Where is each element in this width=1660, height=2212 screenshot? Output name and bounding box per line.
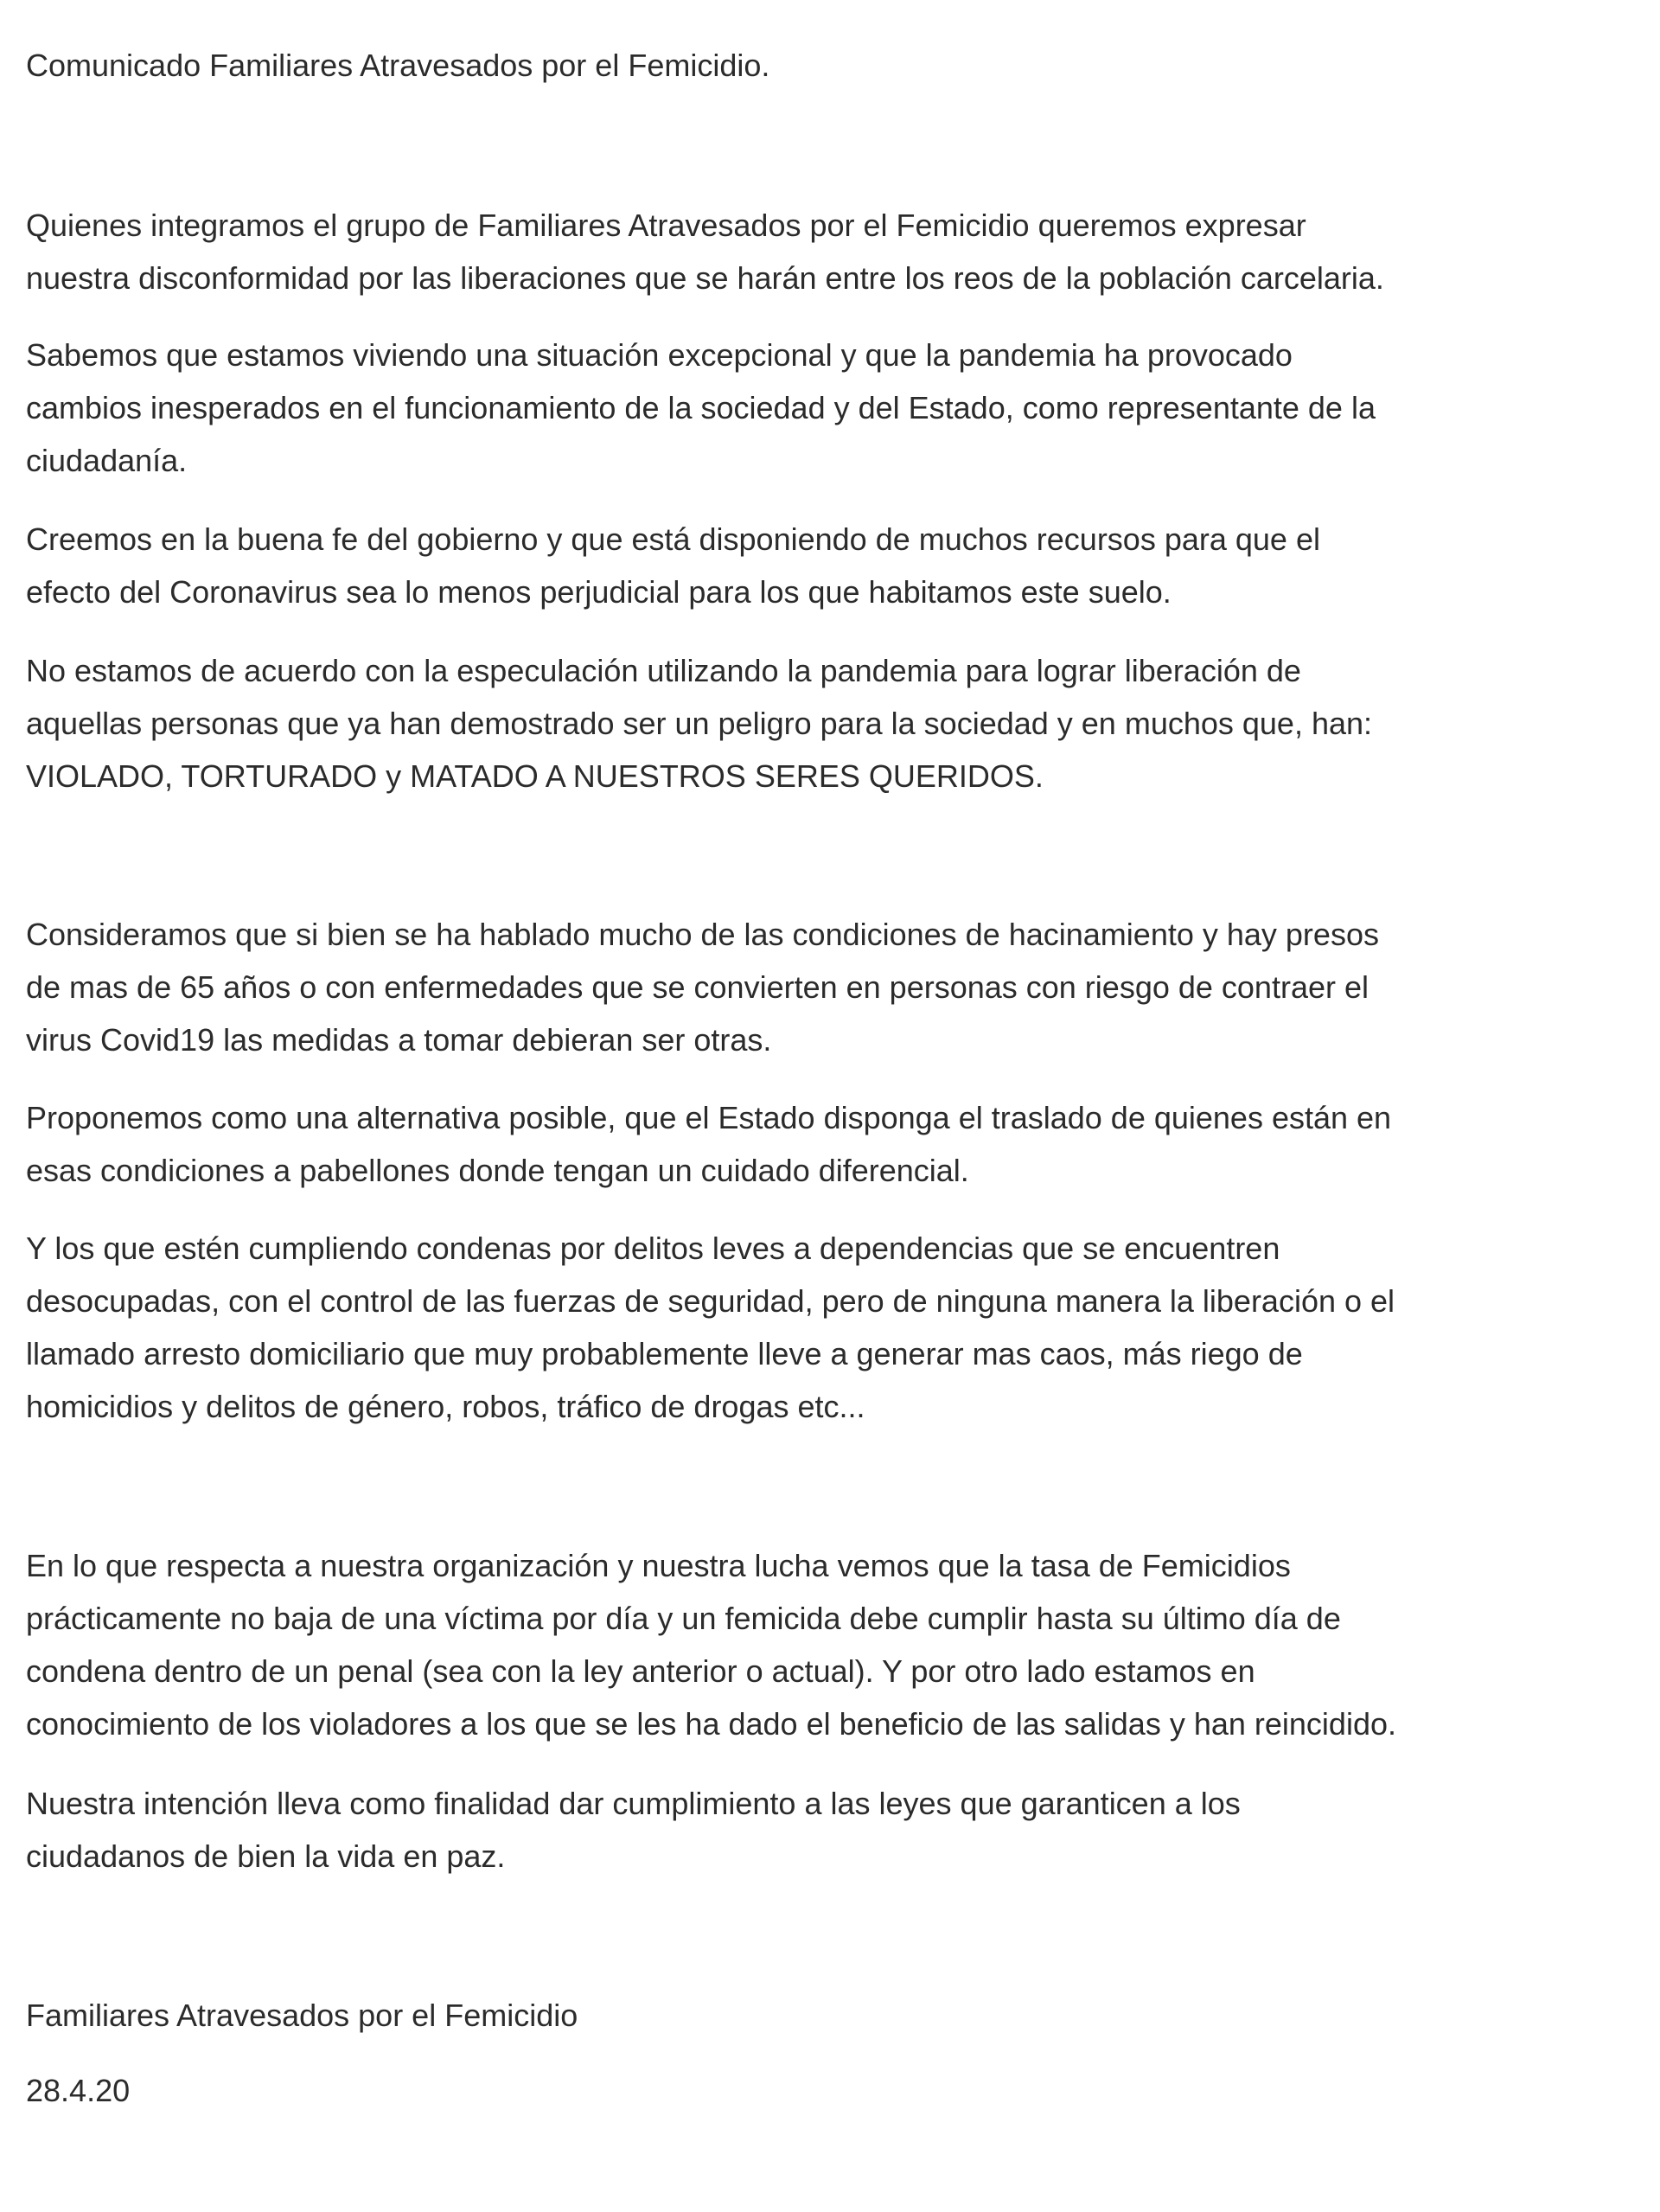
document-title: Comunicado Familiares Atravesados por el Femicidio.	[26, 48, 770, 83]
paragraph-2: Sabemos que estamos viviendo una situación excepcional y que la pandemia ha provocado cambios inesperados en el funcionamiento de la sociedad y del Estado, como representante de la ciudadanía.	[26, 337, 1376, 478]
signature: Familiares Atravesados por el Femicidio	[26, 1998, 578, 2033]
paragraph-6: Proponemos como una alternativa posible, que el Estado disponga el traslado de quienes están en esas condiciones a pabellones donde tengan un cuidado diferencial.	[26, 1100, 1392, 1188]
document-date: 28.4.20	[26, 2073, 131, 2108]
paragraph-4: No estamos de acuerdo con la especulación utilizando la pandemia para lograr liberación de aquellas personas que ya han demostrado ser un peligro para la sociedad y en muchos que, han: VIOLADO, TORTURADO y MATADO A NUESTROS SERES QUERIDOS.	[26, 653, 1373, 794]
paragraph-1: Quienes integramos el grupo de Familiares Atravesados por el Femicidio queremos expresar nuestra disconformidad por las liberaciones que se harán entre los reos de la población carcelaria.	[26, 208, 1384, 296]
paragraph-8: En lo que respecta a nuestra organización y nuestra lucha vemos que la tasa de Femicidios prácticamente no baja de una víctima por día y un femicida debe cumplir hasta su último día de condena dentro de un penal (sea con la ley anterior o actual). Y por otro lado estamos en conocimiento de los violadores a los que se les ha dado el beneficio de las salidas y han reincidido.	[26, 1548, 1396, 1742]
paragraph-7: Y los que estén cumpliendo condenas por delitos leves a dependencias que se encuentren desocupadas, con el control de las fuerzas de seguridad, pero de ninguna manera la liberación o el llamado arresto domiciliario que muy probablemente lleve a generar mas caos, más riego de homicidios y delitos de género, robos, tráfico de drogas etc...	[26, 1231, 1395, 1424]
paragraph-3: Creemos en la buena fe del gobierno y que está disponiendo de muchos recursos para que el efecto del Coronavirus sea lo menos perjudicial para los que habitamos este suelo.	[26, 521, 1320, 610]
paragraph-5: Consideramos que si bien se ha hablado mucho de las condiciones de hacinamiento y hay presos de mas de 65 años o con enfermedades que se convierten en personas con riesgo de contraer el virus Covid19 las medidas a tomar debieran ser otras.	[26, 917, 1379, 1058]
paragraph-9: Nuestra intención lleva como finalidad dar cumplimiento a las leyes que garanticen a los ciudadanos de bien la vida en paz.	[26, 1786, 1241, 1874]
